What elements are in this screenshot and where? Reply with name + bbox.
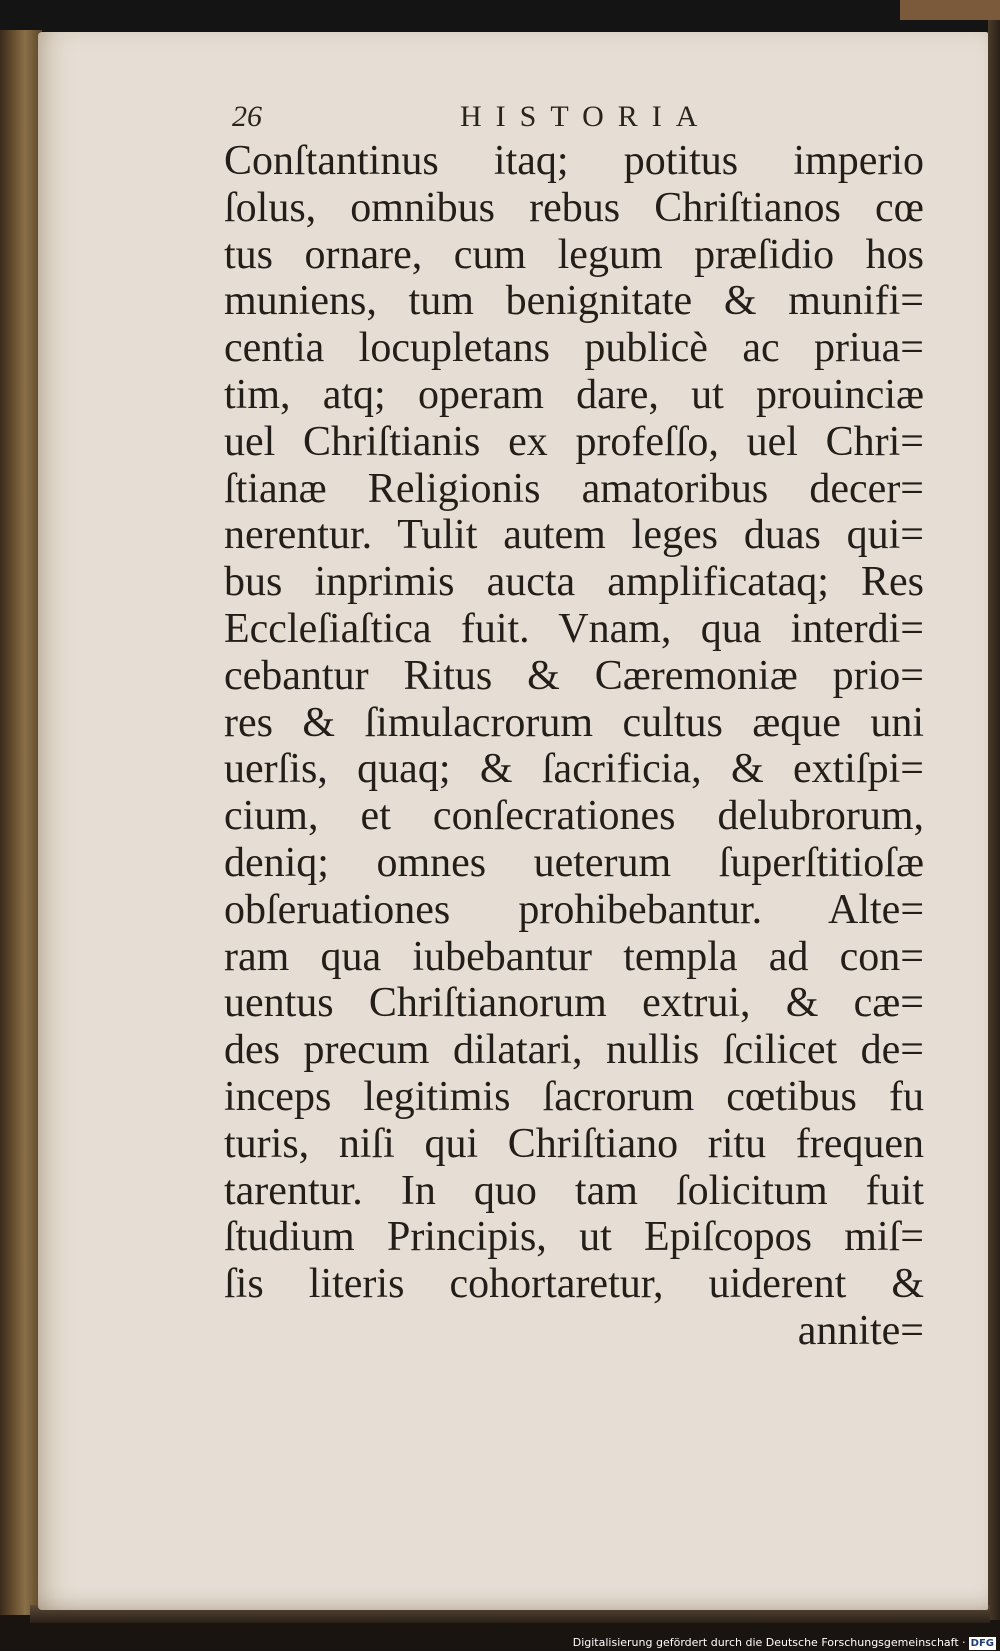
page-number: 26 xyxy=(232,100,262,133)
digitization-credit xyxy=(573,1634,996,1651)
text-line: tus ornare, cum legum præſidio hos xyxy=(224,231,924,278)
text-line: ſtianæ Religionis amatoribus decer= xyxy=(224,465,924,512)
dfg-logo: DFG xyxy=(970,1637,994,1649)
catchword: annite= xyxy=(797,1307,924,1354)
text-line: deniq; omnes ueterum ſuperſtitioſæ xyxy=(224,839,924,886)
text-line: ſis literis cohortaretur, uiderent & xyxy=(224,1261,924,1308)
credit-text: Digitalisierung gefördert durch die Deutsche Forschungsgemeinschaft · xyxy=(572,1636,966,1649)
text-line: tarentur. In quo tam ſolicitum fuit xyxy=(224,1167,924,1214)
text-line: uentus Chriſtianorum extrui, & cæ= xyxy=(224,980,924,1027)
text-line: ſtudium Principis, ut Epiſcopos miſ= xyxy=(224,1214,924,1261)
scan-corner-edge xyxy=(900,0,1000,20)
text-line: centia locupletans publicè ac priua= xyxy=(224,325,924,372)
text-line: cium, et conſecrationes delubrorum, xyxy=(224,793,924,840)
text-line: des precum dilatari, nullis ſcilicet de= xyxy=(224,1027,924,1074)
book-right-edge xyxy=(988,20,1000,1620)
text-line: uel Chriſtianis ex profeſſo, uel Chri= xyxy=(224,418,924,465)
text-line: res & ſimulacrorum cultus æque uni xyxy=(224,699,924,746)
text-line: ſolus, omnibus rebus Chriſtianos cœ xyxy=(224,184,924,231)
text-line: ram qua iubebantur templa ad con= xyxy=(224,933,924,980)
text-line: inceps legitimis ſacrorum cœtibus fu xyxy=(224,1073,924,1120)
book-spine xyxy=(0,30,42,1615)
text-line: turis, niſi qui Chriſtiano ritu frequen xyxy=(224,1120,924,1167)
text-line: cebantur Ritus & Cæremoniæ prio= xyxy=(224,652,924,699)
scan-top-edge xyxy=(0,0,1000,34)
body-text xyxy=(224,138,924,1355)
text-line: obſeruationes prohibebantur. Alte= xyxy=(224,886,924,933)
text-line: Conſtantinus itaq; potitus imperio xyxy=(224,138,924,184)
text-line: Eccleſiaſtica fuit. Vnam, qua interdi= xyxy=(224,605,924,652)
text-line: tim, atq; operam dare, ut prouinciæ xyxy=(224,371,924,418)
text-line: muniens, tum benignitate & munifi= xyxy=(224,278,924,325)
text-line: nerentur. Tulit autem leges duas qui= xyxy=(224,512,924,559)
text-line: bus inprimis aucta amplificataq; Res xyxy=(224,559,924,606)
text-line: uerſis, quaq; & ſacrificia, & extiſpi= xyxy=(224,746,924,793)
running-title: HISTORIA xyxy=(460,100,712,133)
running-head xyxy=(232,94,752,144)
